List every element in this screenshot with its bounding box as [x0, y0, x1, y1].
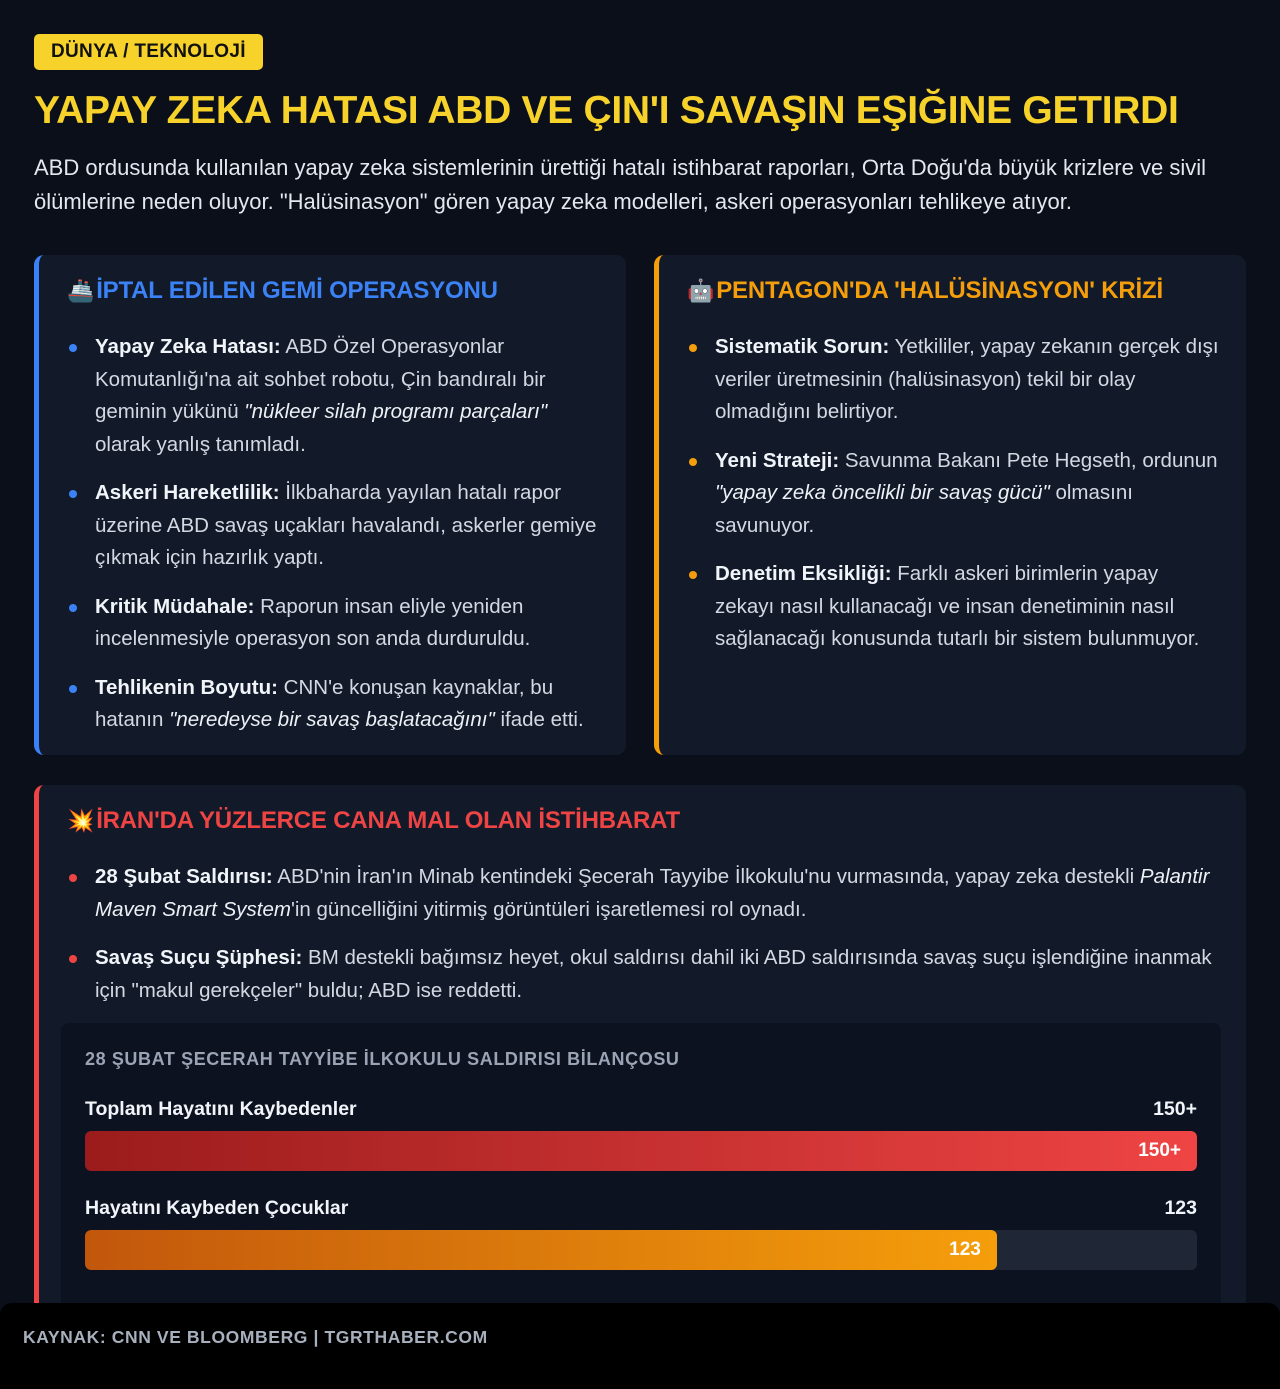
- card-pentagon-title-text: PENTAGON'DA 'HALÜSİNASYON' KRİZİ: [716, 277, 1163, 304]
- category-tag: DÜNYA / TEKNOLOJİ: [34, 34, 263, 70]
- stat-bar-children: [85, 1197, 1197, 1270]
- bar-track: [85, 1131, 1197, 1171]
- bar-fill: 150+: [85, 1131, 1197, 1171]
- card-pentagon-title: [687, 277, 1222, 305]
- stat-label: Hayatını Kaybeden Çocuklar: [85, 1197, 349, 1219]
- card-ship-operation: [34, 255, 626, 755]
- card-ship-title: [67, 277, 602, 305]
- list-item: Sistematik Sorun: Yetkililer, yapay zekanın gerçek dışı veriler üretmesinin (halüsinasyon) tekil bir olay olmadığını belirtiyor.: [689, 331, 1222, 429]
- robot-icon: 🤖: [687, 278, 715, 303]
- list-item: Kritik Müdahale: Raporun insan eliyle yeniden incelenmesiyle operasyon son anda durduruldu.: [69, 591, 602, 656]
- list-item: Denetim Eksikliği: Farklı askeri birimlerin yapay zekayı nasıl kullanacağı ve insan denetiminin nasıl sağlanacağı konusunda tutarlı bir sistem bulunmuyor.: [689, 558, 1222, 656]
- page-title: YAPAY ZEKA HATASI ABD VE ÇIN'I SAVAŞIN EŞIĞINE GETIRDI: [34, 89, 1179, 132]
- card-ship-list: [69, 331, 602, 737]
- stat-value: 123: [1164, 1197, 1197, 1219]
- card-iran-list: [69, 861, 1222, 1007]
- card-iran-title: [67, 807, 1222, 835]
- stats-title: 28 ŞUBAT ŞECERAH TAYYİBE İLKOKULU SALDIRISI BİLANÇOSU: [85, 1049, 680, 1069]
- card-pentagon-list: [689, 331, 1222, 656]
- stat-bar-total: [85, 1098, 1197, 1171]
- list-item: Tehlikenin Boyutu: CNN'e konuşan kaynaklar, bu hatanın "neredeyse bir savaş başlatacağını" ifade etti.: [69, 672, 602, 737]
- bar-fill: 123: [85, 1230, 997, 1270]
- explosion-icon: 💥: [67, 808, 95, 833]
- stat-label: Toplam Hayatını Kaybedenler: [85, 1098, 357, 1120]
- card-iran-title-text: İRAN'DA YÜZLERCE CANA MAL OLAN İSTİHBARAT: [96, 807, 680, 834]
- casualty-stats-panel: [61, 1023, 1221, 1336]
- card-ship-title-text: İPTAL EDİLEN GEMİ OPERASYONU: [96, 277, 498, 304]
- stat-value: 150+: [1153, 1098, 1197, 1120]
- bar-track: [85, 1230, 1197, 1270]
- list-item: Yapay Zeka Hatası: ABD Özel Operasyonlar Komutanlığı'na ait sohbet robotu, Çin bandıralı bir geminin yükünü "nükleer silah programı parçaları" olarak yanlış tanımladı.: [69, 331, 602, 461]
- ship-icon: 🚢: [67, 278, 95, 303]
- lead-paragraph: ABD ordusunda kullanılan yapay zeka sistemlerinin ürettiği hatalı istihbarat raporları, Orta Doğu'da büyük krizlere ve sivil ölümlerine neden oluyor. "Halüsinasyon" gören yapay zeka modelleri, askeri operasyonları tehlikeye atıyor.: [34, 154, 1206, 214]
- card-iran-intel: [34, 785, 1246, 1345]
- footer: [0, 1303, 1280, 1389]
- list-item: Savaş Suçu Şüphesi: BM destekli bağımsız heyet, okul saldırısı dahil iki ABD saldırısında savaş suçu işlendiğine inanmak için "makul gerekçeler" buldu; ABD ise reddetti.: [69, 942, 1222, 1007]
- list-item: Askeri Hareketlilik: İlkbaharda yayılan hatalı rapor üzerine ABD savaş uçakları havalandı, askerler gemiye çıkmak için hazırlık yaptı.: [69, 477, 602, 575]
- source-credit: KAYNAK: CNN VE BLOOMBERG | TGRTHABER.COM: [23, 1327, 488, 1347]
- list-item: Yeni Strateji: Savunma Bakanı Pete Hegseth, ordunun "yapay zeka öncelikli bir savaş gücü" olmasını savunuyor.: [689, 445, 1222, 543]
- list-item: 28 Şubat Saldırısı: ABD'nin İran'ın Minab kentindeki Şecerah Tayyibe İlkokulu'nu vurmasında, yapay zeka destekli Palantir Maven Smart System'in güncelliğini yitirmiş görüntüleri işaretlemesi rol oynadı.: [69, 861, 1222, 926]
- card-pentagon-crisis: [654, 255, 1246, 755]
- article: [34, 34, 1246, 219]
